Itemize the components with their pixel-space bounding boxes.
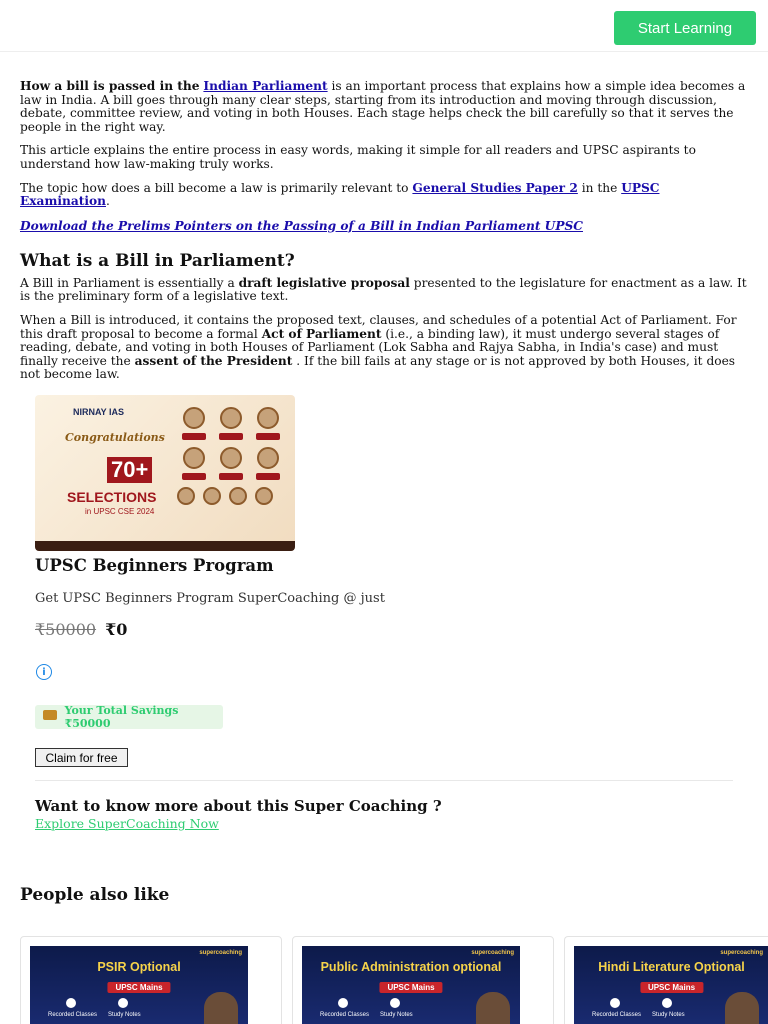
card-tag: supercoaching (471, 950, 514, 956)
promo-faces (175, 403, 293, 533)
indian-parliament-link[interactable]: Indian Parliament (203, 79, 328, 93)
savings-badge (35, 705, 223, 729)
face-icon (220, 447, 242, 469)
relevance-end: . (106, 194, 110, 209)
wallet-icon (43, 710, 57, 720)
instructor-photo (476, 992, 510, 1024)
air-badge (219, 433, 243, 440)
card-label-notes: Study Notes (108, 1012, 141, 1018)
course-card-image (574, 946, 768, 1024)
promo-footer-strip (35, 541, 295, 551)
bill-definition-paragraph (20, 277, 750, 304)
card-pill: UPSC Mains (379, 982, 442, 993)
course-card[interactable] (292, 936, 554, 1024)
definition-bold: draft legislative proposal (238, 275, 410, 290)
article-content (20, 80, 750, 392)
divider (35, 780, 733, 781)
info-icon[interactable]: i (36, 664, 52, 680)
face-icon (229, 487, 247, 505)
card-pill: UPSC Mains (107, 982, 170, 993)
instructor-photo (725, 992, 759, 1024)
air-badge (256, 473, 280, 480)
face-icon (257, 447, 279, 469)
program-subtitle: Get UPSC Beginners Program SuperCoaching @ just (35, 591, 385, 606)
gs-paper-2-link[interactable]: General Studies Paper 2 (412, 180, 578, 195)
course-card-image (302, 946, 520, 1024)
card-label-notes: Study Notes (380, 1012, 413, 1018)
definition-text: A Bill in Parliament is essentially a (20, 275, 235, 290)
top-bar (0, 0, 768, 52)
savings-text: Your Total Savings ₹50000 (64, 704, 179, 730)
price-block (35, 620, 127, 639)
face-icon (203, 487, 221, 505)
course-card[interactable] (564, 936, 768, 1024)
face-icon (257, 407, 279, 429)
explore-supercoaching-link[interactable]: Explore SuperCoaching Now (35, 816, 219, 831)
face-icon (255, 487, 273, 505)
claim-for-free-button[interactable]: Claim for free (35, 748, 128, 767)
new-price: ₹0 (105, 620, 128, 639)
people-also-like-heading: People also like (20, 885, 170, 905)
instructor-photo (204, 992, 238, 1024)
promo-subtitle: in UPSC CSE 2024 (85, 507, 155, 516)
promo-logo: NIRNAY IAS (73, 407, 125, 417)
video-icon (610, 998, 620, 1008)
relevance-text: The topic how does a bill become a law is primarily relevant to (20, 180, 409, 195)
relevance-paragraph (20, 182, 750, 209)
card-label-recorded: Recorded Classes (320, 1012, 370, 1018)
process-mid: (i.e., a binding law), it must undergo several stages of reading, debate, and voting in both Houses of Parliament (Lok Sabha and Rajya Sabha, in India's case) and must finally receive the (20, 326, 720, 368)
want-more-heading: Want to know more about this Super Coaching ? (35, 797, 442, 815)
section-heading: What is a Bill in Parliament? (20, 250, 295, 271)
card-title: Public Administration optional (320, 960, 502, 974)
face-icon (183, 407, 205, 429)
face-icon (183, 447, 205, 469)
definition-rest: presented to the legislature for enactment as a law. It is the preliminary form of a legislative text. (20, 275, 747, 304)
download-prelims-pointers-link[interactable]: Download the Prelims Pointers on the Passing of a Bill in Indian Parliament UPSC (20, 218, 583, 233)
relevance-mid: in the (581, 180, 618, 195)
old-price: ₹50000 (35, 620, 97, 639)
course-card-image (30, 946, 248, 1024)
card-label-notes: Study Notes (652, 1012, 685, 1018)
process-bold-act: Act of Parliament (261, 326, 382, 341)
bill-process-paragraph (20, 314, 750, 382)
process-text: When a Bill is introduced, it contains the proposed text, clauses, and schedules of a potential Act of Parliament. For this draft proposal to become a formal (20, 312, 737, 341)
start-learning-button[interactable]: Start Learning (614, 11, 756, 45)
intro-text: is an important process that explains how a simple idea becomes a law in India. A bill goes through many clear steps, starting from its introduction and moving through discussion, debate, committee review, and voting in both Houses. Each stage helps check the bill carefully so that it serves the people in the right way. (20, 79, 746, 134)
process-end: . If the bill fails at any stage or is not approved by both Houses, it does not become law. (20, 353, 736, 382)
air-badge (182, 473, 206, 480)
card-label-recorded: Recorded Classes (48, 1012, 98, 1018)
face-icon (177, 487, 195, 505)
air-badge (219, 473, 243, 480)
promo-banner-image[interactable] (35, 395, 295, 551)
video-icon (66, 998, 76, 1008)
intro-paragraph-2: This article explains the entire process in easy words, making it simple for all readers and UPSC aspirants to understand how law-making truly works. (20, 143, 696, 171)
card-title: PSIR Optional (97, 960, 181, 974)
card-tag: supercoaching (199, 950, 242, 956)
card-title: Hindi Literature Optional (598, 960, 745, 974)
promo-congrats: Congratulations (65, 431, 165, 444)
promo-count: 70+ (107, 457, 152, 483)
air-badge (182, 433, 206, 440)
program-title: UPSC Beginners Program (35, 556, 274, 575)
notes-icon (390, 998, 400, 1008)
card-tag: supercoaching (720, 950, 763, 956)
intro-bold: How a bill is passed in the (20, 79, 200, 93)
process-bold-assent: assent of the President (134, 353, 293, 368)
card-pill: UPSC Mains (640, 982, 703, 993)
upsc-exam-link[interactable]: UPSC Examination (20, 180, 660, 209)
notes-icon (662, 998, 672, 1008)
intro-paragraph (20, 80, 750, 134)
notes-icon (118, 998, 128, 1008)
video-icon (338, 998, 348, 1008)
air-badge (256, 433, 280, 440)
promo-selections: SELECTIONS (67, 489, 157, 505)
face-icon (220, 407, 242, 429)
course-card[interactable] (20, 936, 282, 1024)
card-label-recorded: Recorded Classes (592, 1012, 642, 1018)
